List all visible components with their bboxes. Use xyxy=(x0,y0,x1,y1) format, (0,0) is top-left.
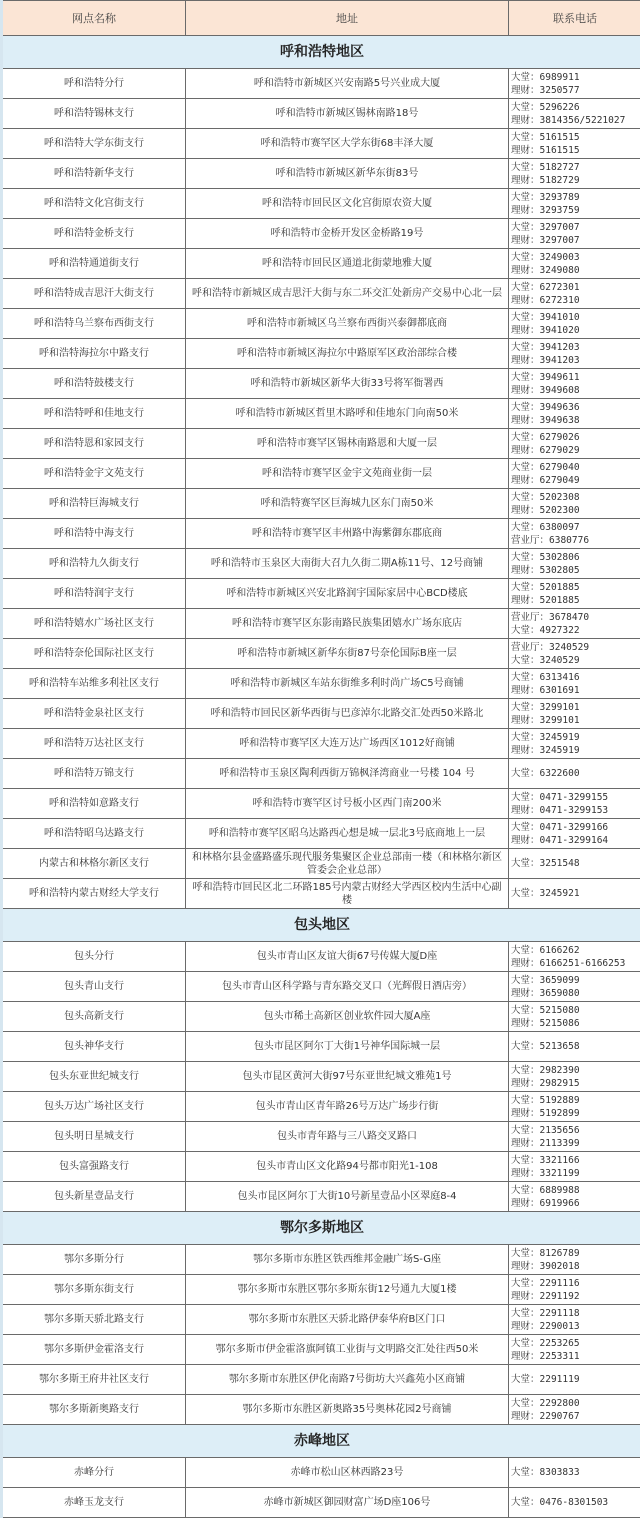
branch-phone xyxy=(509,1275,640,1305)
branch-name: 呼和浩特中海支行 xyxy=(2,519,186,549)
header-row xyxy=(2,1,640,36)
table-row xyxy=(2,1032,640,1062)
phone-line: 大堂：5202308 xyxy=(511,491,580,503)
phone-line: 理财：0471-3299153 xyxy=(511,804,609,816)
phone-line: 大堂：3245919 xyxy=(511,731,580,743)
phone-line: 理财：3321199 xyxy=(511,1167,580,1179)
branch-phone xyxy=(509,879,640,909)
branch-address: 呼和浩特市新城区车站东街维多利时尚广场C5号商铺 xyxy=(186,669,509,699)
phone-line: 理财：5192899 xyxy=(511,1107,580,1119)
branch-name: 呼和浩特呼和佳地支行 xyxy=(2,399,186,429)
branch-name: 呼和浩特锡林支行 xyxy=(2,99,186,129)
table-row xyxy=(2,549,640,579)
branch-name: 包头富强路支行 xyxy=(2,1152,186,1182)
branch-phone xyxy=(509,1305,640,1335)
branch-name: 呼和浩特恩和家园支行 xyxy=(2,429,186,459)
branch-phone xyxy=(509,159,640,189)
phone-line: 大堂：8126789 xyxy=(511,1247,580,1259)
column-header-name: 网点名称 xyxy=(2,1,186,36)
phone-line: 大堂：6279026 xyxy=(511,431,580,443)
branch-address: 赤峰市新城区御园财富广场D座106号 xyxy=(186,1488,509,1518)
branch-name: 内蒙古和林格尔新区支行 xyxy=(2,849,186,879)
branch-phone xyxy=(509,1122,640,1152)
phone-line: 理财：6279049 xyxy=(511,474,580,486)
branch-address: 呼和浩特市新城区锡林南路18号 xyxy=(186,99,509,129)
branch-address: 包头市稀土高新区创业软件园大厦A座 xyxy=(186,1002,509,1032)
branch-name: 呼和浩特鼓楼支行 xyxy=(2,369,186,399)
branch-name: 包头新星壹品支行 xyxy=(2,1182,186,1212)
region-header-row xyxy=(2,1212,640,1245)
branch-name: 呼和浩特新华支行 xyxy=(2,159,186,189)
branch-address: 呼和浩特市新城区哲里木路呼和佳地东门向南50米 xyxy=(186,399,509,429)
table-row xyxy=(2,369,640,399)
branch-address: 呼和浩特市赛罕区昭乌达路西心想是城一层北3号底商地上一层 xyxy=(186,819,509,849)
branch-address: 呼和浩特市新城区新华东街83号 xyxy=(186,159,509,189)
table-row xyxy=(2,1488,640,1518)
branch-address: 呼和浩特市玉泉区大南街大召九久街二期A栋11号、12号商铺 xyxy=(186,549,509,579)
table-row xyxy=(2,99,640,129)
table-row xyxy=(2,1365,640,1395)
table-row xyxy=(2,849,640,879)
branch-phone xyxy=(509,1245,640,1275)
branch-address: 呼和浩特市赛罕区东影南路民族集团嬉水广场东底店 xyxy=(186,609,509,639)
branch-phone xyxy=(509,972,640,1002)
branch-phone xyxy=(509,699,640,729)
table-row xyxy=(2,1182,640,1212)
branch-address: 呼和浩特市赛罕区大连万达广场西区1012好商铺 xyxy=(186,729,509,759)
branch-phone xyxy=(509,789,640,819)
branch-name: 鄂尔多斯新奥路支行 xyxy=(2,1395,186,1425)
branch-name: 呼和浩特嬉水广场社区支行 xyxy=(2,609,186,639)
branch-address: 包头市青山区友谊大街67号传媒大厦D座 xyxy=(186,942,509,972)
phone-line: 大堂：3251548 xyxy=(511,858,580,869)
phone-line: 大堂：6322600 xyxy=(511,768,580,779)
branch-phone xyxy=(509,489,640,519)
phone-line: 理财：5201885 xyxy=(511,594,580,606)
phone-line: 理财：6279029 xyxy=(511,444,580,456)
table-body xyxy=(2,36,640,1518)
branch-phone xyxy=(509,819,640,849)
branch-phone xyxy=(509,639,640,669)
branch-name: 呼和浩特通道街支行 xyxy=(2,249,186,279)
branch-name: 包头万达广场社区支行 xyxy=(2,1092,186,1122)
phone-line: 大堂：3297007 xyxy=(511,221,580,233)
branch-name: 呼和浩特金宇文苑支行 xyxy=(2,459,186,489)
phone-line: 理财：3941203 xyxy=(511,354,580,366)
branch-name: 包头明日星城支行 xyxy=(2,1122,186,1152)
branch-phone xyxy=(509,1152,640,1182)
branch-phone xyxy=(509,279,640,309)
branch-phone xyxy=(509,309,640,339)
branch-address: 呼和浩特市回民区通道北街蒙地雅大厦 xyxy=(186,249,509,279)
table-row xyxy=(2,639,640,669)
branch-phone xyxy=(509,759,640,789)
branch-address: 呼和浩特市赛罕区大学东街68丰泽大厦 xyxy=(186,129,509,159)
branch-name: 呼和浩特海拉尔中路支行 xyxy=(2,339,186,369)
branch-address: 呼和浩特赛罕区巨海城九区东门南50米 xyxy=(186,489,509,519)
region-title: 赤峰地区 xyxy=(2,1425,640,1458)
branch-phone xyxy=(509,69,640,99)
branch-phone xyxy=(509,219,640,249)
region-title: 呼和浩特地区 xyxy=(2,36,640,69)
table-row xyxy=(2,579,640,609)
branch-name: 呼和浩特车站维多利社区支行 xyxy=(2,669,186,699)
phone-line: 大堂：2291119 xyxy=(511,1374,580,1385)
region-title: 包头地区 xyxy=(2,909,640,942)
branch-phone xyxy=(509,189,640,219)
branch-name: 赤峰分行 xyxy=(2,1458,186,1488)
table-row xyxy=(2,459,640,489)
phone-line: 大堂：5201885 xyxy=(511,581,580,593)
phone-line: 理财：5161515 xyxy=(511,144,580,156)
branch-phone xyxy=(509,1002,640,1032)
table-row xyxy=(2,1245,640,1275)
branch-name: 包头神华支行 xyxy=(2,1032,186,1062)
branch-phone xyxy=(509,1488,640,1518)
table-row xyxy=(2,489,640,519)
branch-address: 呼和浩特市赛罕区丰州路中海紫御东郡底商 xyxy=(186,519,509,549)
branch-address: 呼和浩特市回民区北二环路185号内蒙古财经大学西区校内生活中心副楼 xyxy=(186,879,509,909)
branch-name: 鄂尔多斯东街支行 xyxy=(2,1275,186,1305)
phone-line: 大堂：5302806 xyxy=(511,551,580,563)
phone-line: 理财：3299101 xyxy=(511,714,580,726)
branch-name: 赤峰玉龙支行 xyxy=(2,1488,186,1518)
table-row xyxy=(2,1395,640,1425)
branch-name: 呼和浩特润宇支行 xyxy=(2,579,186,609)
branch-phone xyxy=(509,1092,640,1122)
branch-name: 鄂尔多斯伊金霍洛支行 xyxy=(2,1335,186,1365)
branch-phone xyxy=(509,849,640,879)
phone-line: 大堂：3245921 xyxy=(511,888,580,899)
phone-line: 大堂：5215080 xyxy=(511,1004,580,1016)
column-header-address: 地址 xyxy=(186,1,509,36)
phone-line: 理财：3250577 xyxy=(511,84,580,96)
table-row xyxy=(2,309,640,339)
phone-line: 大堂：6272301 xyxy=(511,281,580,293)
branch-address: 呼和浩特市新城区乌兰察布西街兴泰御都底商 xyxy=(186,309,509,339)
table-row xyxy=(2,942,640,972)
branch-phone xyxy=(509,1365,640,1395)
table-row xyxy=(2,339,640,369)
branch-address: 呼和浩特市回民区新华西街与巴彦淖尔北路交汇处西50米路北 xyxy=(186,699,509,729)
table-row xyxy=(2,519,640,549)
branch-address: 呼和浩特市赛罕区金宇文苑商业街一层 xyxy=(186,459,509,489)
phone-line: 理财：5202300 xyxy=(511,504,580,516)
phone-line: 大堂：6313416 xyxy=(511,671,580,683)
phone-line: 理财：5302805 xyxy=(511,564,580,576)
branch-name: 包头分行 xyxy=(2,942,186,972)
phone-line: 理财：2290767 xyxy=(511,1410,580,1422)
phone-line: 大堂：2135656 xyxy=(511,1124,580,1136)
branch-address: 包头市昆区阿尔丁大街1号神华国际城一层 xyxy=(186,1032,509,1062)
branch-phone xyxy=(509,249,640,279)
phone-line: 大堂：3249003 xyxy=(511,251,580,263)
table-row xyxy=(2,1092,640,1122)
phone-line: 理财：5182729 xyxy=(511,174,580,186)
branch-phone xyxy=(509,369,640,399)
branch-phone xyxy=(509,459,640,489)
phone-line: 大堂：6279040 xyxy=(511,461,580,473)
phone-line: 理财：3245919 xyxy=(511,744,580,756)
phone-line: 理财：6166251-6166253 xyxy=(511,957,626,969)
phone-line: 营业厅：6380776 xyxy=(511,534,590,546)
branch-name: 呼和浩特金泉社区支行 xyxy=(2,699,186,729)
branch-name: 包头青山支行 xyxy=(2,972,186,1002)
phone-line: 理财：2290013 xyxy=(511,1320,580,1332)
branch-name: 包头东亚世纪城支行 xyxy=(2,1062,186,1092)
table-row xyxy=(2,609,640,639)
phone-line: 大堂：5192889 xyxy=(511,1094,580,1106)
table-row xyxy=(2,1335,640,1365)
table-row xyxy=(2,759,640,789)
phone-line: 理财：3902018 xyxy=(511,1260,580,1272)
branch-name: 呼和浩特大学东街支行 xyxy=(2,129,186,159)
branch-phone xyxy=(509,942,640,972)
branch-address: 鄂尔多斯市东胜区新奥路35号奥林花园2号商铺 xyxy=(186,1395,509,1425)
table-row xyxy=(2,429,640,459)
table-row xyxy=(2,399,640,429)
branch-name: 呼和浩特乌兰察布西街支行 xyxy=(2,309,186,339)
table-row xyxy=(2,1305,640,1335)
branch-address: 包头市昆区阿尔丁大街10号新星壹品小区翠庭8-4 xyxy=(186,1182,509,1212)
branch-address: 赤峰市松山区林西路23号 xyxy=(186,1458,509,1488)
phone-line: 理财：3949638 xyxy=(511,414,580,426)
branch-name: 呼和浩特如意路支行 xyxy=(2,789,186,819)
branch-address: 呼和浩特市新城区成吉思汗大街与东二环交汇处新房产交易中心北一层 xyxy=(186,279,509,309)
branch-phone xyxy=(509,1032,640,1062)
phone-line: 大堂：0471-3299155 xyxy=(511,791,609,803)
table-row xyxy=(2,219,640,249)
region-title: 鄂尔多斯地区 xyxy=(2,1212,640,1245)
branch-phone xyxy=(509,339,640,369)
branch-phone xyxy=(509,519,640,549)
table-row xyxy=(2,1122,640,1152)
branch-name: 包头高新支行 xyxy=(2,1002,186,1032)
branch-name: 鄂尔多斯天骄北路支行 xyxy=(2,1305,186,1335)
branch-address: 包头市青山区科学路与青东路交叉口（光辉假日酒店旁） xyxy=(186,972,509,1002)
branch-address: 鄂尔多斯市伊金霍洛旗阿镇工业街与文明路交汇处往西50米 xyxy=(186,1335,509,1365)
phone-line: 大堂：2291118 xyxy=(511,1307,580,1319)
phone-line: 大堂：2982390 xyxy=(511,1064,580,1076)
phone-line: 大堂：0476-8301503 xyxy=(511,1497,609,1508)
branch-address: 包头市青山区青年路26号万达广场步行街 xyxy=(186,1092,509,1122)
branch-phone xyxy=(509,1335,640,1365)
phone-line: 理财：3297007 xyxy=(511,234,580,246)
phone-line: 大堂：8303833 xyxy=(511,1467,580,1478)
table-row xyxy=(2,699,640,729)
branch-phone xyxy=(509,1182,640,1212)
table-row xyxy=(2,1002,640,1032)
branch-address: 呼和浩特市玉泉区陶利西街万锦枫泽湾商业一号楼 104 号 xyxy=(186,759,509,789)
region-header-row xyxy=(2,909,640,942)
phone-line: 理财：6919966 xyxy=(511,1197,580,1209)
branch-address: 呼和浩特市新城区新华大街33号将军衙署西 xyxy=(186,369,509,399)
branch-address: 呼和浩特市新城区新华东街87号奈伦国际B座一层 xyxy=(186,639,509,669)
phone-line: 大堂：3659099 xyxy=(511,974,580,986)
table-row xyxy=(2,789,640,819)
region-header-row xyxy=(2,36,640,69)
phone-line: 大堂：4927322 xyxy=(511,624,580,636)
table-row xyxy=(2,249,640,279)
branch-name: 鄂尔多斯分行 xyxy=(2,1245,186,1275)
phone-line: 理财：2982915 xyxy=(511,1077,580,1089)
branch-phone xyxy=(509,1395,640,1425)
phone-line: 大堂：6889988 xyxy=(511,1184,580,1196)
region-header-row xyxy=(2,1425,640,1458)
phone-line: 理财：3814356/5221027 xyxy=(511,114,626,126)
branch-address: 呼和浩特市赛罕区锡林南路恩和大厦一层 xyxy=(186,429,509,459)
branch-phone xyxy=(509,99,640,129)
table-row xyxy=(2,972,640,1002)
phone-line: 大堂：6166262 xyxy=(511,944,580,956)
table-row xyxy=(2,1062,640,1092)
table-row xyxy=(2,1458,640,1488)
phone-line: 理财：2253311 xyxy=(511,1350,580,1362)
branch-name: 呼和浩特九久街支行 xyxy=(2,549,186,579)
table-row xyxy=(2,159,640,189)
phone-line: 理财：3249080 xyxy=(511,264,580,276)
phone-line: 大堂：3299101 xyxy=(511,701,580,713)
table-row xyxy=(2,129,640,159)
branch-address: 呼和浩特市新城区兴安北路润宇国际家居中心BCD楼底 xyxy=(186,579,509,609)
phone-line: 大堂：3293789 xyxy=(511,191,580,203)
table-row xyxy=(2,189,640,219)
branch-name: 鄂尔多斯王府井社区支行 xyxy=(2,1365,186,1395)
branch-address: 鄂尔多斯市东胜区天骄北路伊泰华府B区门口 xyxy=(186,1305,509,1335)
branch-address: 包头市昆区黄河大街97号东亚世纪城文雅苑1号 xyxy=(186,1062,509,1092)
branch-address: 鄂尔多斯市东胜区鄂尔多斯东街12号通九大厦1楼 xyxy=(186,1275,509,1305)
phone-line: 理财：0471-3299164 xyxy=(511,834,609,846)
branch-name: 呼和浩特内蒙古财经大学支行 xyxy=(2,879,186,909)
branch-address: 呼和浩特市新城区海拉尔中路原军区政治部综合楼 xyxy=(186,339,509,369)
branch-address: 鄂尔多斯市东胜区伊化南路7号街坊大兴鑫苑小区商铺 xyxy=(186,1365,509,1395)
table-row xyxy=(2,279,640,309)
branch-phone xyxy=(509,669,640,699)
branch-name: 呼和浩特万达社区支行 xyxy=(2,729,186,759)
branch-name: 呼和浩特万锦支行 xyxy=(2,759,186,789)
branch-phone xyxy=(509,399,640,429)
phone-line: 理财：3293759 xyxy=(511,204,580,216)
phone-line: 大堂：2253265 xyxy=(511,1337,580,1349)
branch-name: 呼和浩特昭乌达路支行 xyxy=(2,819,186,849)
phone-line: 大堂：5182727 xyxy=(511,161,580,173)
branch-address: 和林格尔县金盛路盛乐现代服务集聚区企业总部南一楼（和林格尔新区管委会企业总部） xyxy=(186,849,509,879)
phone-line: 大堂：3321166 xyxy=(511,1154,580,1166)
branch-name: 呼和浩特成吉思汗大街支行 xyxy=(2,279,186,309)
phone-line: 理财：3949608 xyxy=(511,384,580,396)
phone-line: 大堂：6380097 xyxy=(511,521,580,533)
branch-phone xyxy=(509,729,640,759)
phone-line: 大堂：5161515 xyxy=(511,131,580,143)
phone-line: 大堂：5213658 xyxy=(511,1041,580,1052)
phone-line: 理财：3941020 xyxy=(511,324,580,336)
phone-line: 理财：5215086 xyxy=(511,1017,580,1029)
phone-line: 大堂：2292800 xyxy=(511,1397,580,1409)
table-row xyxy=(2,879,640,909)
phone-line: 大堂：3941203 xyxy=(511,341,580,353)
phone-line: 大堂：3949611 xyxy=(511,371,580,383)
branch-name: 呼和浩特奈伦国际社区支行 xyxy=(2,639,186,669)
table-row xyxy=(2,819,640,849)
phone-line: 大堂：3949636 xyxy=(511,401,580,413)
phone-line: 理财：2113399 xyxy=(511,1137,580,1149)
table-row xyxy=(2,69,640,99)
branch-phone xyxy=(509,609,640,639)
branch-address: 包头市青山区文化路94号都市阳光1-108 xyxy=(186,1152,509,1182)
branch-name: 呼和浩特文化宫街支行 xyxy=(2,189,186,219)
branch-address: 呼和浩特市新城区兴安南路5号兴业成大厦 xyxy=(186,69,509,99)
column-header-phone: 联系电话 xyxy=(509,1,640,36)
phone-line: 理财：3659080 xyxy=(511,987,580,999)
branch-phone xyxy=(509,129,640,159)
phone-line: 营业厅：3678470 xyxy=(511,611,590,623)
phone-line: 理财：2291192 xyxy=(511,1290,580,1302)
branch-phone xyxy=(509,579,640,609)
branch-address: 呼和浩特市赛罕区讨号板小区西门南200米 xyxy=(186,789,509,819)
table-row xyxy=(2,669,640,699)
phone-line: 理财：6301691 xyxy=(511,684,580,696)
phone-line: 大堂：5296226 xyxy=(511,101,580,113)
phone-line: 大堂：3941010 xyxy=(511,311,580,323)
branch-phone xyxy=(509,1458,640,1488)
branch-name: 呼和浩特金桥支行 xyxy=(2,219,186,249)
branch-name: 呼和浩特分行 xyxy=(2,69,186,99)
branch-phone xyxy=(509,549,640,579)
branch-name: 呼和浩特巨海城支行 xyxy=(2,489,186,519)
branch-phone xyxy=(509,429,640,459)
phone-line: 营业厅：3240529 xyxy=(511,641,590,653)
phone-line: 大堂：2291116 xyxy=(511,1277,580,1289)
table-row xyxy=(2,729,640,759)
table-row xyxy=(2,1152,640,1182)
branch-address: 呼和浩特市金桥开发区金桥路19号 xyxy=(186,219,509,249)
phone-line: 理财：6272310 xyxy=(511,294,580,306)
phone-line: 大堂：3240529 xyxy=(511,654,580,666)
branch-address: 包头市青年路与三八路交叉路口 xyxy=(186,1122,509,1152)
branch-address: 呼和浩特市回民区文化宫街原农资大厦 xyxy=(186,189,509,219)
phone-line: 大堂：6989911 xyxy=(511,71,580,83)
branch-address: 鄂尔多斯市东胜区铁西维邦金融广场S-G座 xyxy=(186,1245,509,1275)
phone-line: 大堂：0471-3299166 xyxy=(511,821,609,833)
table-row xyxy=(2,1275,640,1305)
branch-phone xyxy=(509,1062,640,1092)
